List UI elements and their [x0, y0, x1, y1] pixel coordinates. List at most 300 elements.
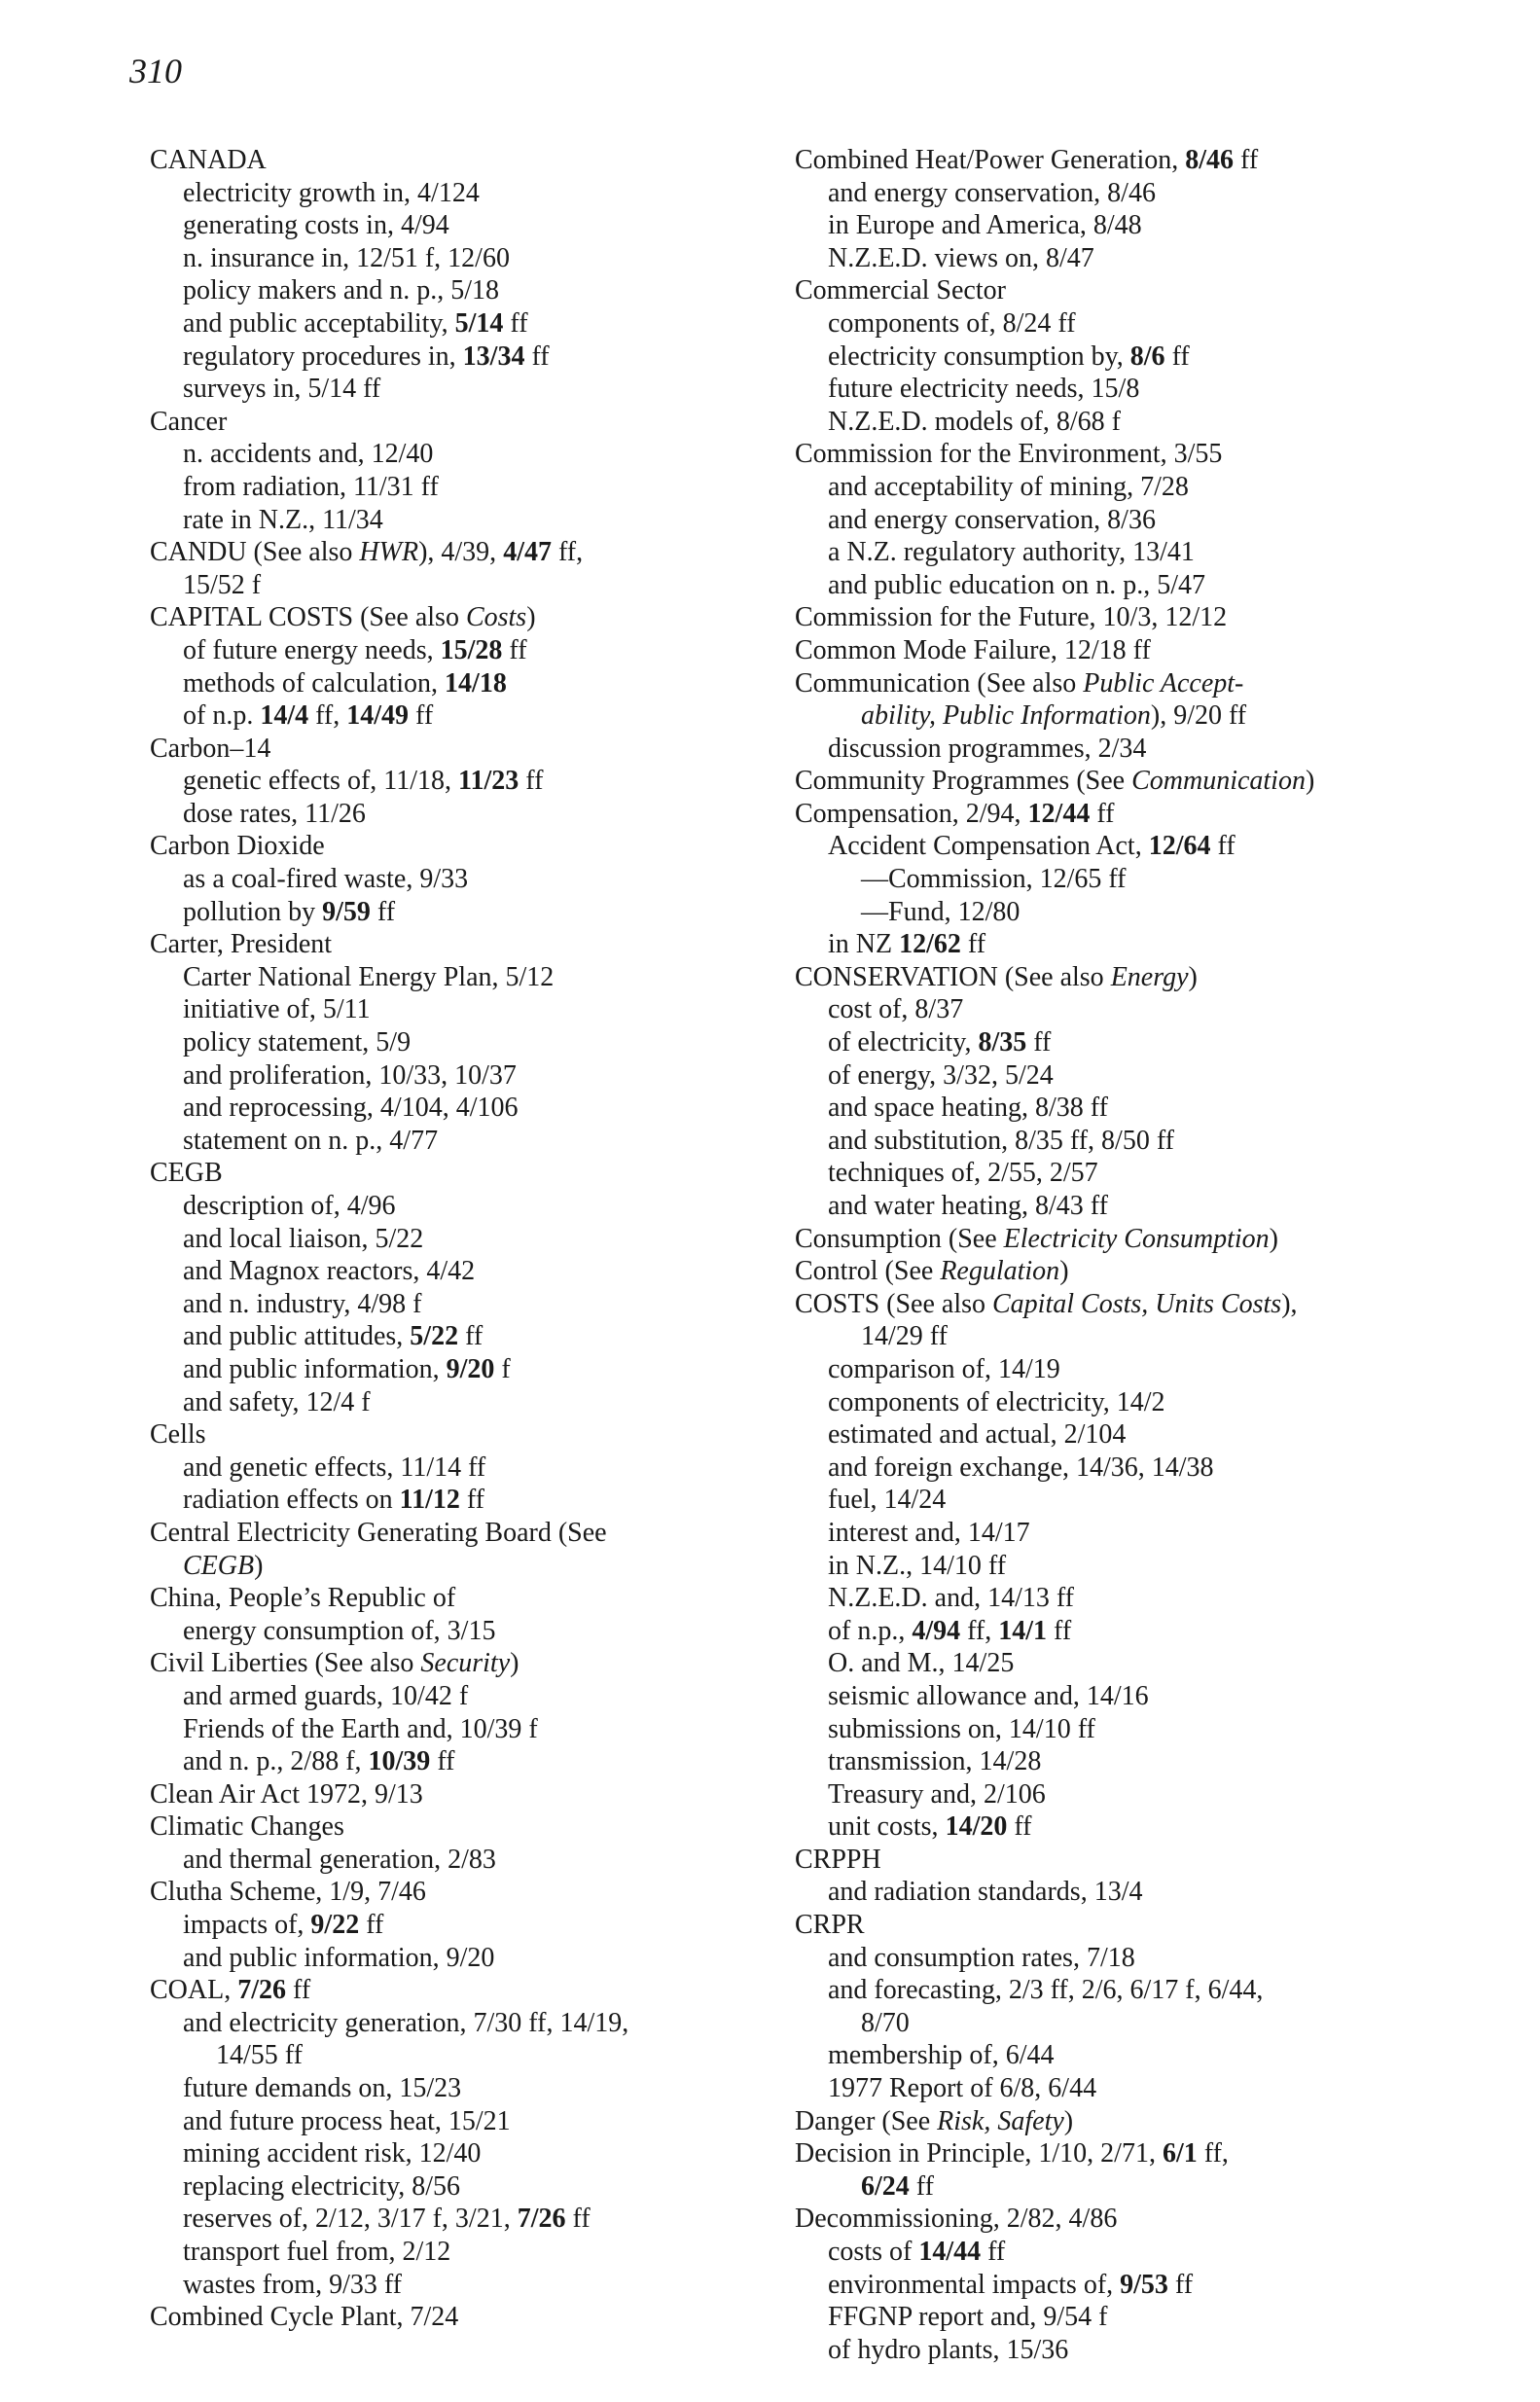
index-subentry [150, 2007, 772, 2040]
index-column-right [795, 144, 1437, 2366]
index-text: policy makers and n. p., 5/18 [183, 275, 500, 306]
index-text: ff [459, 1485, 485, 1516]
index-text: from radiation, 11/31 ff [183, 471, 439, 502]
index-text: and public attitudes, [183, 1321, 411, 1352]
index-subentry [150, 1550, 772, 1583]
index-subentry [795, 1517, 1437, 1550]
index-text: impacts of, [183, 1910, 311, 1941]
index-subentry [150, 1288, 772, 1321]
index-subentry [795, 1615, 1437, 1648]
index-text: of n.p., [828, 1615, 913, 1646]
index-subentry [795, 1418, 1437, 1452]
index-subentry [795, 1745, 1437, 1778]
index-text: n. accidents and, 12/40 [183, 439, 434, 470]
index-subentry [150, 1844, 772, 1877]
index-text: discussion programmes, 2/34 [828, 733, 1147, 764]
index-heading [795, 1909, 1437, 1942]
index-subentry [150, 1059, 772, 1093]
index-subentry [795, 1778, 1437, 1811]
index-text: ff [503, 307, 528, 339]
index-subentry [150, 798, 772, 831]
index-text: and armed guards, 10/42 f [183, 1680, 469, 1711]
page-reference-bold: 4/47 [503, 537, 552, 568]
index-text: initiative of, 5/11 [183, 994, 371, 1025]
index-text: O. and M., 14/25 [828, 1648, 1015, 1679]
cross-reference-italic: Security [420, 1648, 511, 1679]
index-heading [795, 2105, 1437, 2138]
index-subentry [795, 1680, 1437, 1713]
index-subentry [795, 2269, 1437, 2302]
index-subentry [150, 1353, 772, 1386]
index-text: Combined Heat/Power Generation, [795, 145, 1186, 175]
index-text: —Fund, 12/80 [861, 896, 1021, 927]
index-heading [150, 1647, 772, 1680]
index-subentry [795, 2301, 1437, 2334]
index-subentry [795, 2039, 1437, 2072]
index-subentry [150, 1386, 772, 1419]
index-subentry [150, 667, 772, 700]
index-subentry [795, 2170, 1437, 2204]
index-subentry [795, 504, 1437, 537]
cross-reference-italic: Regulation [940, 1256, 1060, 1287]
index-text: Commission for the Future, 10/3, 12/12 [795, 602, 1228, 633]
index-subentry [795, 1059, 1437, 1093]
index-text: and radiation standards, 13/4 [828, 1877, 1143, 1908]
index-subentry [795, 406, 1437, 439]
index-text: ) [526, 602, 536, 633]
index-text: ff, [960, 1615, 999, 1646]
index-subentry [795, 536, 1437, 569]
index-text: Friends of the Earth and, 10/39 f [183, 1713, 538, 1744]
index-text: pollution by [183, 896, 323, 927]
index-text: ff [1167, 2269, 1194, 2300]
index-heading [150, 1582, 772, 1615]
index-text: transmission, 14/28 [828, 1746, 1042, 1777]
index-text: submissions on, 14/10 ff [828, 1713, 1095, 1744]
index-heading [795, 798, 1437, 831]
index-subentry [150, 863, 772, 896]
index-subentry [795, 1647, 1437, 1680]
index-heading [795, 144, 1437, 177]
index-text: ) [1305, 766, 1315, 797]
index-text: a N.Z. regulatory authority, 13/41 [828, 537, 1195, 568]
cross-reference-italic: Capital Costs, Units Costs [992, 1288, 1282, 1319]
index-heading [795, 1223, 1437, 1256]
page-reference-bold: 14/44 [918, 2237, 982, 2267]
index-text: 14/29 ff [861, 1321, 948, 1352]
index-subentry [795, 209, 1437, 242]
index-subentry [795, 1125, 1437, 1158]
index-text: electricity growth in, 4/124 [183, 177, 480, 208]
index-text: and space heating, 8/38 ff [828, 1093, 1108, 1124]
page-reference-bold: 9/22 [310, 1910, 360, 1941]
index-heading [795, 667, 1437, 700]
index-text: regulatory procedures in, [183, 341, 463, 372]
page-reference-bold: 12/64 [1148, 831, 1211, 862]
index-heading [795, 2137, 1437, 2170]
cross-reference-italic: HWR [359, 537, 419, 568]
index-text: ff [1164, 341, 1190, 372]
index-text: ff [370, 896, 396, 927]
index-text: of energy, 3/32, 5/24 [828, 1059, 1054, 1091]
index-text: n. insurance in, 12/51 f, 12/60 [183, 242, 510, 273]
index-text: membership of, 6/44 [828, 2040, 1055, 2071]
index-subentry [795, 863, 1437, 896]
page-reference-bold: 10/39 [368, 1746, 431, 1777]
index-heading [795, 601, 1437, 634]
index-subentry [150, 2269, 772, 2302]
index-subentry [795, 1582, 1437, 1615]
index-text: Accident Compensation Act, [828, 831, 1149, 862]
index-text: techniques of, 2/55, 2/57 [828, 1158, 1098, 1189]
index-text: ) [510, 1648, 519, 1679]
index-text: and energy conservation, 8/36 [828, 504, 1156, 535]
index-text: and foreign exchange, 14/36, 14/38 [828, 1452, 1214, 1483]
index-text: CRPPH [795, 1844, 881, 1875]
index-text: components of electricity, 14/2 [828, 1386, 1165, 1417]
index-text: Community Programmes (See [795, 766, 1132, 797]
index-text: energy consumption of, 3/15 [183, 1615, 496, 1646]
index-heading [795, 765, 1437, 798]
index-text: FFGNP report and, 9/54 f [828, 2302, 1108, 2333]
index-subentry [150, 2170, 772, 2204]
index-subentry [795, 307, 1437, 341]
index-text: rate in N.Z., 11/34 [183, 504, 383, 535]
index-subentry [150, 2105, 772, 2138]
index-subentry [795, 830, 1437, 863]
index-text: description of, 4/96 [183, 1191, 396, 1221]
index-subentry [150, 1745, 772, 1778]
index-subentry [795, 177, 1437, 210]
index-subentry [150, 504, 772, 537]
index-subentry [795, 1810, 1437, 1844]
index-text: and electricity generation, 7/30 ff, 14/19, [183, 2007, 629, 2038]
index-text: surveys in, 5/14 ff [183, 374, 381, 405]
cross-reference-italic: ability, Public Information [861, 700, 1151, 732]
index-text: Carter National Energy Plan, 5/12 [183, 961, 555, 992]
index-subentry [795, 2236, 1437, 2269]
index-text: and genetic effects, 11/14 ff [183, 1452, 486, 1483]
index-text: interest and, 14/17 [828, 1517, 1030, 1548]
index-text: in NZ [828, 929, 900, 960]
index-text: N.Z.E.D. views on, 8/47 [828, 242, 1094, 273]
page-reference-bold: 14/18 [445, 667, 507, 699]
index-column-left [150, 144, 772, 2334]
page-reference-bold: 14/4 [260, 700, 309, 732]
page-reference-bold: 6/1 [1162, 2138, 1198, 2169]
index-subentry [150, 2203, 772, 2236]
index-text: genetic effects of, 11/18, [183, 766, 459, 797]
index-subentry [150, 307, 772, 341]
index-text: Compensation, 2/94, [795, 798, 1028, 829]
index-heading [150, 830, 772, 863]
index-text: and thermal generation, 2/83 [183, 1844, 496, 1875]
index-text: cost of, 8/37 [828, 994, 964, 1025]
index-subentry [150, 634, 772, 667]
page-reference-bold: 14/1 [998, 1615, 1048, 1646]
index-text: 1977 Report of 6/8, 6/44 [828, 2073, 1097, 2104]
index-subentry [795, 1157, 1437, 1190]
index-subentry [795, 471, 1437, 504]
index-subentry [150, 1452, 772, 1485]
index-text: Central Electricity Generating Board (See [150, 1517, 607, 1548]
index-text: 14/55 ff [216, 2040, 303, 2071]
index-text: and Magnox reactors, 4/42 [183, 1256, 476, 1287]
index-subentry [150, 242, 772, 275]
index-text: and n. industry, 4/98 f [183, 1288, 422, 1319]
index-text: seismic allowance and, 14/16 [828, 1680, 1149, 1711]
index-heading [795, 1844, 1437, 1877]
index-text: ) [1269, 1223, 1278, 1254]
index-text: unit costs, [828, 1811, 946, 1843]
index-text: and forecasting, 2/3 ff, 2/6, 6/17 f, 6/44, [828, 1975, 1264, 2006]
index-text: ) [1188, 961, 1198, 992]
index-text: ff [519, 766, 544, 797]
page-reference-bold: 8/46 [1185, 145, 1235, 175]
index-subentry [795, 1484, 1437, 1517]
index-subentry [150, 699, 772, 733]
index-text: CANDU (See also [150, 537, 360, 568]
index-heading [150, 1876, 772, 1909]
index-subentry [150, 1190, 772, 1223]
index-subentry [795, 242, 1437, 275]
index-subentry [795, 1942, 1437, 1975]
index-text: CRPR [795, 1910, 865, 1941]
index-text: N.Z.E.D. and, 14/13 ff [828, 1583, 1074, 1614]
page-reference-bold: 11/12 [399, 1485, 460, 1516]
index-heading [795, 634, 1437, 667]
index-text: and public education on n. p., 5/47 [828, 569, 1206, 600]
index-text: and substitution, 8/35 ff, 8/50 ff [828, 1125, 1174, 1156]
index-text: Common Mode Failure, 12/18 ff [795, 634, 1151, 665]
index-text: ), 4/39, [418, 537, 504, 568]
page-reference-bold: 15/28 [440, 634, 503, 665]
index-heading [150, 2301, 772, 2334]
index-heading [150, 1974, 772, 2007]
page-reference-bold: 8/35 [978, 1027, 1027, 1058]
index-subentry [795, 928, 1437, 961]
index-text: COSTS (See also [795, 1288, 992, 1319]
index-text: mining accident risk, 12/40 [183, 2138, 482, 2169]
index-subentry [795, 1713, 1437, 1746]
index-heading [150, 1418, 772, 1452]
index-heading [795, 1255, 1437, 1288]
index-heading [150, 601, 772, 634]
index-text: and n. p., 2/88 f, [183, 1746, 369, 1777]
index-subentry [150, 438, 772, 471]
index-text: ff [286, 1975, 311, 2006]
index-text: of electricity, [828, 1027, 979, 1058]
index-subentry [150, 1320, 772, 1353]
index-text: ff [1026, 1027, 1052, 1058]
index-text: statement on n. p., 4/77 [183, 1125, 439, 1156]
index-text: transport fuel from, 2/12 [183, 2237, 451, 2267]
index-subentry [795, 1353, 1437, 1386]
cross-reference-italic: Electricity Consumption [1003, 1223, 1270, 1254]
index-text: and reprocessing, 4/104, 4/106 [183, 1093, 519, 1124]
index-text: comparison of, 14/19 [828, 1353, 1060, 1384]
index-text: ff [524, 341, 550, 372]
page-reference-bold: 12/44 [1027, 798, 1091, 829]
index-text: Decommissioning, 2/82, 4/86 [795, 2204, 1118, 2235]
index-text: Commission for the Environment, 3/55 [795, 439, 1223, 470]
index-text: ) [254, 1550, 264, 1581]
index-subentry [795, 1092, 1437, 1125]
page-reference-bold: 7/26 [237, 1975, 287, 2006]
index-heading [150, 1810, 772, 1844]
index-text: ff, [1197, 2138, 1229, 2169]
index-text: Carbon–14 [150, 733, 271, 764]
index-subentry [150, 961, 772, 994]
index-text: in N.Z., 14/10 ff [828, 1550, 1007, 1581]
index-text: Climatic Changes [150, 1811, 344, 1843]
index-subentry [150, 993, 772, 1026]
cross-reference-italic: Risk, Safety [937, 2105, 1064, 2136]
index-text: COAL, [150, 1975, 238, 2006]
index-subentry [150, 1680, 772, 1713]
index-text: N.Z.E.D. models of, 8/68 f [828, 406, 1121, 437]
index-text: ff [565, 2204, 591, 2235]
index-text: ff [430, 1746, 455, 1777]
index-text: CANADA [150, 145, 267, 175]
index-text: Treasury and, 2/106 [828, 1778, 1046, 1810]
index-heading [150, 928, 772, 961]
page-reference-bold: 14/20 [945, 1811, 1008, 1843]
index-text: radiation effects on [183, 1485, 400, 1516]
page-reference-bold: 8/6 [1129, 341, 1165, 372]
index-text: CONSERVATION (See also [795, 961, 1111, 992]
index-subentry [795, 2007, 1437, 2040]
index-text: Clean Air Act 1972, 9/13 [150, 1778, 423, 1810]
index-text: ff [458, 1321, 483, 1352]
cross-reference-italic: Communication [1131, 766, 1306, 797]
index-text: and public information, [183, 1353, 447, 1384]
index-text: in Europe and America, 8/48 [828, 210, 1142, 241]
index-subentry [795, 1190, 1437, 1223]
index-text: Control (See [795, 1256, 941, 1287]
index-text: reserves of, 2/12, 3/17 f, 3/21, [183, 2204, 518, 2235]
page-reference-bold: 13/34 [462, 341, 525, 372]
page-reference-bold: 5/14 [454, 307, 504, 339]
index-text: and public acceptability, [183, 307, 455, 339]
index-heading [150, 406, 772, 439]
page-reference-bold: 12/62 [899, 929, 961, 960]
index-heading [795, 274, 1437, 307]
page-reference-bold: 9/59 [322, 896, 371, 927]
index-text: —Commission, 12/65 ff [861, 864, 1127, 895]
index-text: as a coal-fired waste, 9/33 [183, 864, 469, 895]
index-text: ff [409, 700, 434, 732]
index-subentry [150, 1909, 772, 1942]
index-subentry [795, 1452, 1437, 1485]
index-text: and energy conservation, 8/46 [828, 177, 1156, 208]
page-reference-bold: 9/20 [446, 1353, 495, 1384]
index-subentry [795, 1386, 1437, 1419]
index-subentry [150, 896, 772, 929]
index-subentry [795, 1876, 1437, 1909]
index-heading [795, 2203, 1437, 2236]
index-heading [795, 1288, 1437, 1321]
index-text: ff, [308, 700, 347, 732]
index-heading [150, 536, 772, 569]
index-text: CAPITAL COSTS (See also [150, 602, 466, 633]
index-text: and consumption rates, 7/18 [828, 1942, 1135, 1973]
index-text: ) [1063, 2105, 1074, 2136]
index-text: CEGB [150, 1158, 223, 1189]
index-text: components of, 8/24 ff [828, 307, 1076, 339]
index-text: and acceptability of mining, 7/28 [828, 471, 1189, 502]
index-text: Carter, President [150, 929, 333, 960]
index-text: ff [359, 1910, 384, 1941]
index-text: and safety, 12/4 f [183, 1386, 371, 1417]
index-subentry [795, 341, 1437, 374]
index-text: Cells [150, 1419, 206, 1451]
index-subentry [795, 373, 1437, 406]
index-subentry [150, 373, 772, 406]
index-text: Communication (See also [795, 667, 1084, 699]
index-text: fuel, 14/24 [828, 1485, 947, 1516]
index-text: ) [1059, 1256, 1069, 1287]
index-text: and proliferation, 10/33, 10/37 [183, 1059, 517, 1091]
page-reference-bold: 6/24 [861, 2170, 910, 2202]
cross-reference-italic: Public Accept- [1083, 667, 1244, 699]
index-text: f [494, 1353, 511, 1384]
index-text: Consumption (See [795, 1223, 1004, 1254]
index-text: policy statement, 5/9 [183, 1027, 412, 1058]
index-text: ff [1007, 1811, 1032, 1843]
index-subentry [150, 2039, 772, 2072]
index-text: replacing electricity, 8/56 [183, 2170, 461, 2202]
index-subentry [150, 209, 772, 242]
index-subentry [150, 1484, 772, 1517]
index-text: electricity consumption by, [828, 341, 1130, 372]
index-text: of future energy needs, [183, 634, 441, 665]
index-subentry [795, 993, 1437, 1026]
index-subentry [795, 1320, 1437, 1353]
index-text: future electricity needs, 15/8 [828, 374, 1140, 405]
index-text: ), [1281, 1288, 1298, 1319]
page-reference-bold: 11/23 [458, 766, 519, 797]
index-heading [150, 1517, 772, 1550]
index-text: ff [1047, 1615, 1072, 1646]
index-subentry [795, 1550, 1437, 1583]
index-text: Cancer [150, 406, 228, 437]
index-text: wastes from, 9/33 ff [183, 2269, 402, 2300]
index-text: 15/52 f [183, 569, 262, 600]
index-text: ff [502, 634, 527, 665]
index-subentry [795, 569, 1437, 602]
index-text: Carbon Dioxide [150, 831, 325, 862]
index-text: ff [1090, 798, 1115, 829]
index-text: and water heating, 8/43 ff [828, 1191, 1108, 1221]
index-text: future demands on, 15/23 [183, 2073, 462, 2104]
page-reference-bold: 9/53 [1120, 2269, 1168, 2300]
index-text: costs of [828, 2237, 919, 2267]
index-subentry [150, 765, 772, 798]
index-subentry [150, 2137, 772, 2170]
index-subentry [150, 1615, 772, 1648]
index-text: and public information, 9/20 [183, 1942, 495, 1973]
index-subentry [795, 699, 1437, 733]
index-subentry [150, 1255, 772, 1288]
index-text: ff [909, 2170, 934, 2202]
index-text: of n.p. [183, 700, 261, 732]
index-text: methods of calculation, [183, 667, 446, 699]
page-number: 310 [129, 52, 182, 90]
index-subentry [795, 1974, 1437, 2007]
index-heading [150, 733, 772, 766]
index-text: Decision in Principle, 1/10, 2/71, [795, 2138, 1163, 2169]
